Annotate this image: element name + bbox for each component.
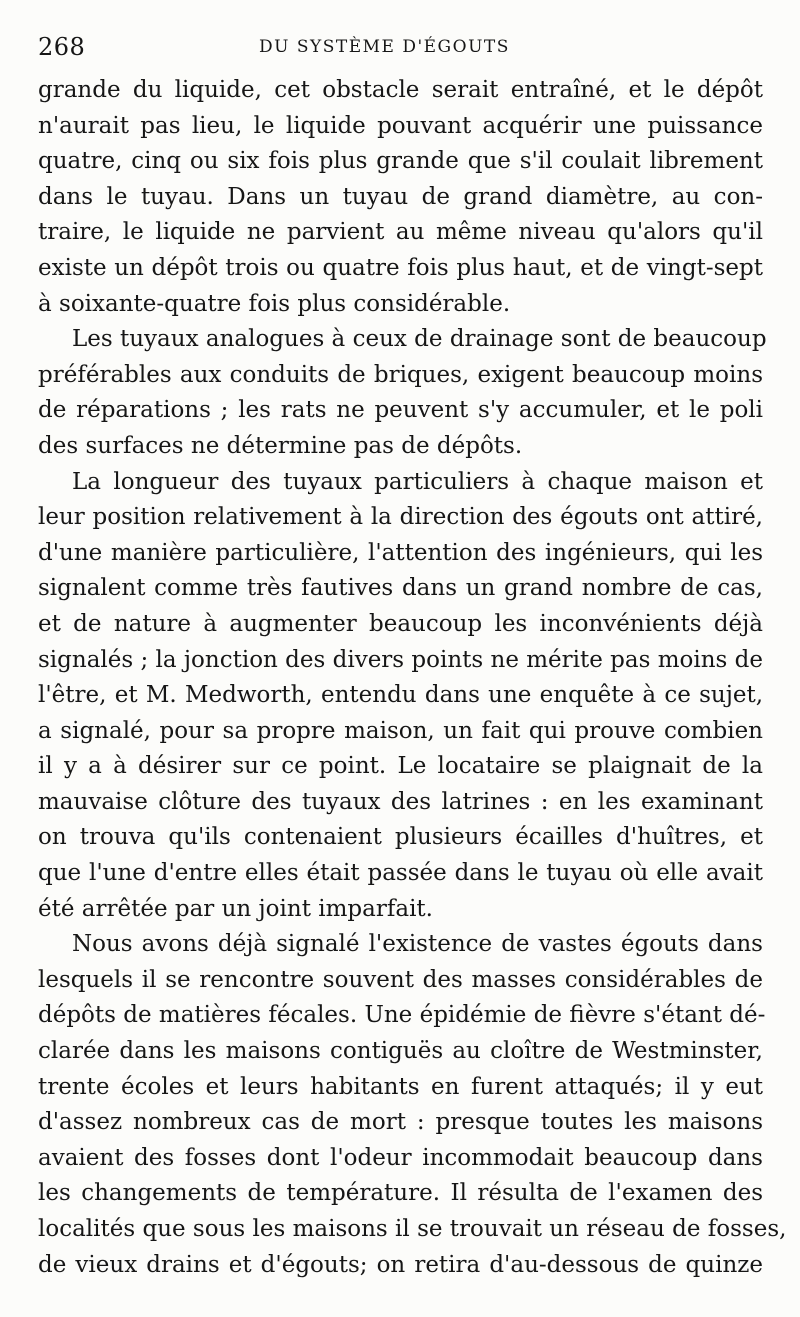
text-line: les changements de température. Il résulta de l'examen des (38, 1180, 763, 1207)
text-line: on trouva qu'ils contenaient plusieurs écailles d'huîtres, et (38, 824, 763, 851)
page-number: 268 (38, 33, 86, 61)
text-line: clarée dans les maisons contiguës au cloître de Westminster, (38, 1038, 763, 1065)
text-line: de réparations ; les rats ne peuvent s'y accumuler, et le poli (38, 397, 763, 424)
text-line: trente écoles et leurs habitants en furent attaqués; il y eut (38, 1073, 763, 1100)
text-line: dépôts de matières fécales. Une épidémie de fièvre s'étant dé- (38, 1002, 766, 1029)
text-line: signalés ; la jonction des divers points ne mérite pas moins de (38, 646, 764, 673)
running-title: DU SYSTÈME D'ÉGOUTS (259, 37, 510, 57)
text-line: lesquels il se rencontre souvent des masses considérables de (38, 966, 763, 993)
body-text (38, 73, 787, 1283)
text-line: existe un dépôt trois ou quatre fois plus haut, et de vingt-sept (38, 254, 763, 281)
text-line: avaient des fosses dont l'odeur incommodait beaucoup dans (38, 1144, 763, 1171)
text-line: d'assez nombreux cas de mort : presque toutes les maisons (38, 1109, 763, 1136)
text-line: quatre, cinq ou six fois plus grande que s'il coulait librement (38, 148, 763, 175)
text-line: d'une manière particulière, l'attention des ingénieurs, qui les (38, 539, 763, 566)
text-line: leur position relativement à la direction des égouts ont attiré, (38, 504, 763, 531)
text-line: il y a à désirer sur ce point. Le locataire se plaignait de la (38, 753, 763, 780)
text-line: La longueur des tuyaux particuliers à chaque maison et (72, 468, 763, 495)
text-line: été arrêtée par un joint imparfait. (38, 895, 433, 922)
text-line: localités que sous les maisons il se trouvait un réseau de fosses, (38, 1216, 787, 1242)
text-line: à soixante-quatre fois plus considérable. (38, 290, 511, 317)
text-line: traire, le liquide ne parvient au même niveau qu'alors qu'il (38, 219, 763, 246)
text-line: Les tuyaux analogues à ceux de drainage sont de beaucoup (72, 326, 767, 353)
text-line: grande du liquide, cet obstacle serait entraîné, et le dépôt (38, 77, 763, 103)
text-line: a signalé, pour sa propre maison, un fait qui prouve combien (38, 717, 763, 744)
text-line: des surfaces ne détermine pas de dépôts. (38, 432, 523, 459)
text-line: dans le tuyau. Dans un tuyau de grand diamètre, au con- (38, 183, 763, 210)
text-line: préférables aux conduits de briques, exigent beaucoup moins (38, 361, 763, 388)
text-line: n'aurait pas lieu, le liquide pouvant acquérir une puissance (38, 112, 763, 139)
text-line: mauvaise clôture des tuyaux des latrines : en les examinant (38, 788, 763, 815)
text-line: et de nature à augmenter beaucoup les inconvénients déjà (38, 610, 763, 637)
text-line: que l'une d'entre elles était passée dans le tuyau où elle avait (38, 860, 763, 887)
text-line: l'être, et M. Medworth, entendu dans une enquête à ce sujet, (38, 682, 763, 709)
text-line: Nous avons déjà signalé l'existence de vastes égouts dans (72, 931, 763, 958)
text-line: de vieux drains et d'égouts; on retira d'au-dessous de quinze (38, 1251, 763, 1278)
text-line: signalent comme très fautives dans un grand nombre de cas, (38, 575, 763, 602)
